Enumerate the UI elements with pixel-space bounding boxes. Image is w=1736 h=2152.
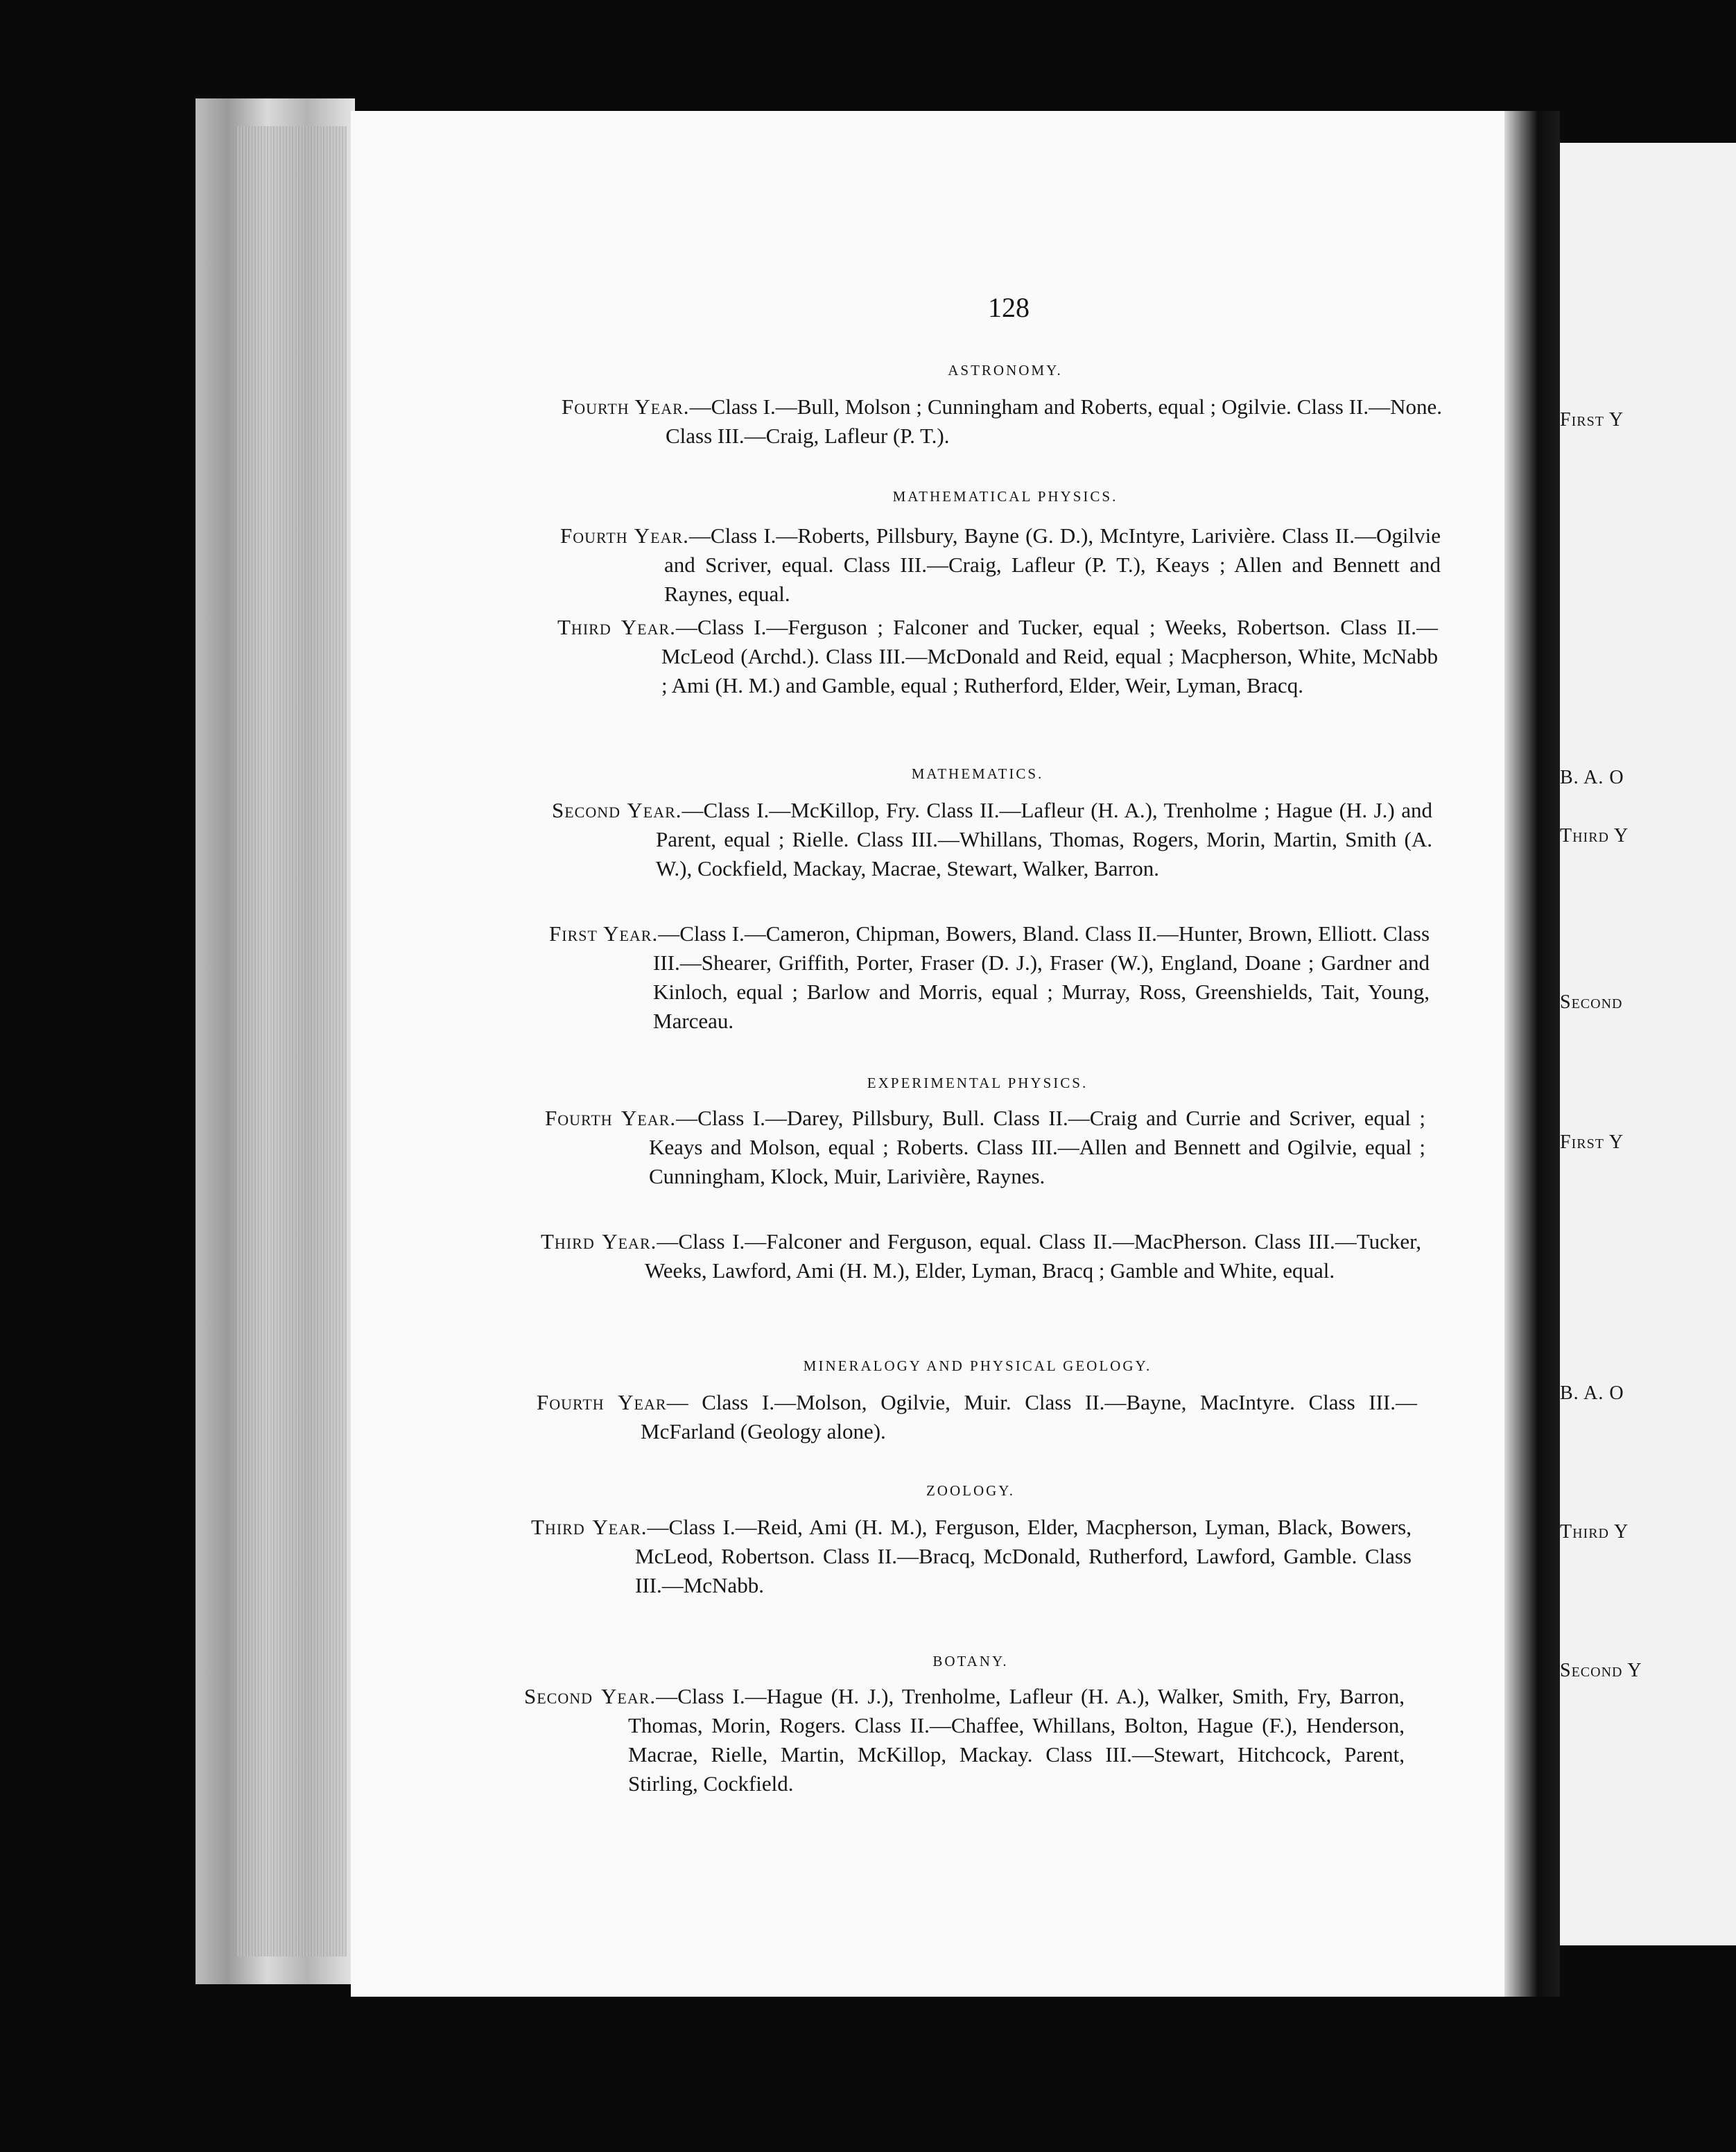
entry-text: —Class I.—Reid, Ami (H. M.), Ferguson, Elder, Macpherson, Lyman, Black, Bowers, McLeod, Robertson. Class II.—Bracq, McDonald, Rutherford, Lawford, Gamble. Class III.—McNabb. bbox=[635, 1515, 1412, 1597]
entry-text: —Class I.—Bull, Molson ; Cunningham and Roberts, equal ; Ogilvie. Class II.—None. Class III.—Craig, Lafleur (P. T.). bbox=[666, 394, 1442, 448]
section-heading: MINERALOGY AND PHYSICAL GEOLOGY. bbox=[803, 1357, 1152, 1374]
results-entry bbox=[524, 1682, 1405, 1798]
results-entry bbox=[531, 1513, 1412, 1600]
results-entry bbox=[541, 1227, 1421, 1285]
results-entry bbox=[557, 613, 1438, 700]
section-heading: MATHEMATICS. bbox=[911, 765, 1044, 782]
facing-page-fragment: First Y bbox=[1560, 409, 1624, 431]
section-heading: EXPERIMENTAL PHYSICS. bbox=[867, 1075, 1088, 1091]
section-heading: ASTRONOMY. bbox=[948, 362, 1063, 379]
results-entry bbox=[537, 1388, 1417, 1446]
year-label: Fourth Year. bbox=[545, 1106, 677, 1130]
results-entry bbox=[549, 919, 1430, 1036]
book-page-edges-texture bbox=[236, 126, 347, 1956]
year-label: Fourth Year bbox=[537, 1390, 667, 1414]
entry-text: —Class I.—Cameron, Chipman, Bowers, Bland. Class II.—Hunter, Brown, Elliott. Class III.—Shearer, Griffith, Porter, Fraser (D. J.), Fraser (W.), England, Doane ; Gardner and Kinloch, equal ; Barlow and Morris, equal ; Murray, Ross, Greenshields, Tait, Young, Marceau. bbox=[653, 921, 1430, 1033]
year-label: Fourth Year. bbox=[560, 523, 689, 548]
facing-page-fragment: Third Y bbox=[1560, 825, 1629, 847]
results-entry bbox=[545, 1104, 1425, 1191]
facing-page-fragment: First Y bbox=[1560, 1131, 1624, 1153]
book-gutter bbox=[1504, 111, 1560, 1997]
facing-page-fragment: Third Y bbox=[1560, 1521, 1629, 1543]
entry-text: —Class I.—Hague (H. J.), Trenholme, Lafleur (H. A.), Walker, Smith, Fry, Barron, Thomas, Morin, Rogers. Class II.—Chaffee, Whillans, Bolton, Hague (F.), Henderson, Macrae, Rielle, Martin, McKillop, Mackay. Class III.—Stewart, Hitchcock, Parent, Stirling, Cockfield. bbox=[628, 1684, 1405, 1796]
year-label: Third Year. bbox=[541, 1229, 657, 1253]
entry-text: —Class I.—Darey, Pillsbury, Bull. Class II.—Craig and Currie and Scriver, equal ; Keays and Molson, equal ; Roberts. Class III.—Allen and Bennett and Ogilvie, equal ; Cunningham, Klock, Muir, Larivière, Raynes. bbox=[649, 1106, 1425, 1188]
year-label: First Year. bbox=[549, 921, 659, 946]
facing-page-fragment: B. A. O bbox=[1560, 767, 1624, 788]
facing-page-fragment: B. A. O bbox=[1560, 1382, 1624, 1404]
entry-text: —Class I.—Falconer and Ferguson, equal. Class II.—MacPherson. Class III.—Tucker, Weeks, Lawford, Ami (H. M.), Elder, Lyman, Bracq ; Gamble and White, equal. bbox=[645, 1229, 1422, 1283]
entry-text: — Class I.—Molson, Ogilvie, Muir. Class II.—Bayne, MacIntyre. Class III.—McFarland (Geology alone). bbox=[641, 1390, 1417, 1443]
entry-text: —Class I.—Ferguson ; Falconer and Tucker, equal ; Weeks, Robertson. Class II.—McLeod (Archd.). Class III.—McDonald and Reid, equal ; Macpherson, White, McNabb ; Ami (H. M.) and Gamble, equal ; Rutherford, Elder, Weir, Lyman, Bracq. bbox=[661, 615, 1439, 697]
facing-page bbox=[1560, 143, 1736, 1945]
results-entry bbox=[562, 392, 1442, 451]
entry-text: —Class I.—McKillop, Fry. Class II.—Lafleur (H. A.), Trenholme ; Hague (H. J.) and Parent, equal ; Rielle. Class III.—Whillans, Thomas, Rogers, Morin, Martin, Smith (A. W.), Cockfield, Mackay, Macrae, Stewart, Walker, Barron. bbox=[656, 798, 1432, 880]
section-heading: ZOOLOGY. bbox=[926, 1482, 1016, 1499]
entry-text: —Class I.—Roberts, Pillsbury, Bayne (G. D.), McIntyre, Larivière. Class II.—Ogilvie and Scriver, equal. Class III.—Craig, Lafleur (P. T.), Keays ; Allen and Bennett and Raynes, equal. bbox=[664, 523, 1441, 606]
year-label: Second Year. bbox=[524, 1684, 657, 1708]
section-heading: BOTANY. bbox=[932, 1653, 1009, 1669]
section-heading: MATHEMATICAL PHYSICS. bbox=[892, 488, 1118, 505]
year-label: Third Year. bbox=[557, 615, 676, 639]
results-entry bbox=[560, 521, 1441, 609]
page-number: 128 bbox=[988, 292, 1030, 323]
year-label: Third Year. bbox=[531, 1515, 648, 1539]
year-label: Fourth Year. bbox=[562, 394, 690, 419]
facing-page-fragment: Second bbox=[1560, 991, 1623, 1013]
year-label: Second Year. bbox=[552, 798, 682, 822]
facing-page-fragment: Second Y bbox=[1560, 1660, 1642, 1681]
results-entry bbox=[552, 796, 1432, 883]
